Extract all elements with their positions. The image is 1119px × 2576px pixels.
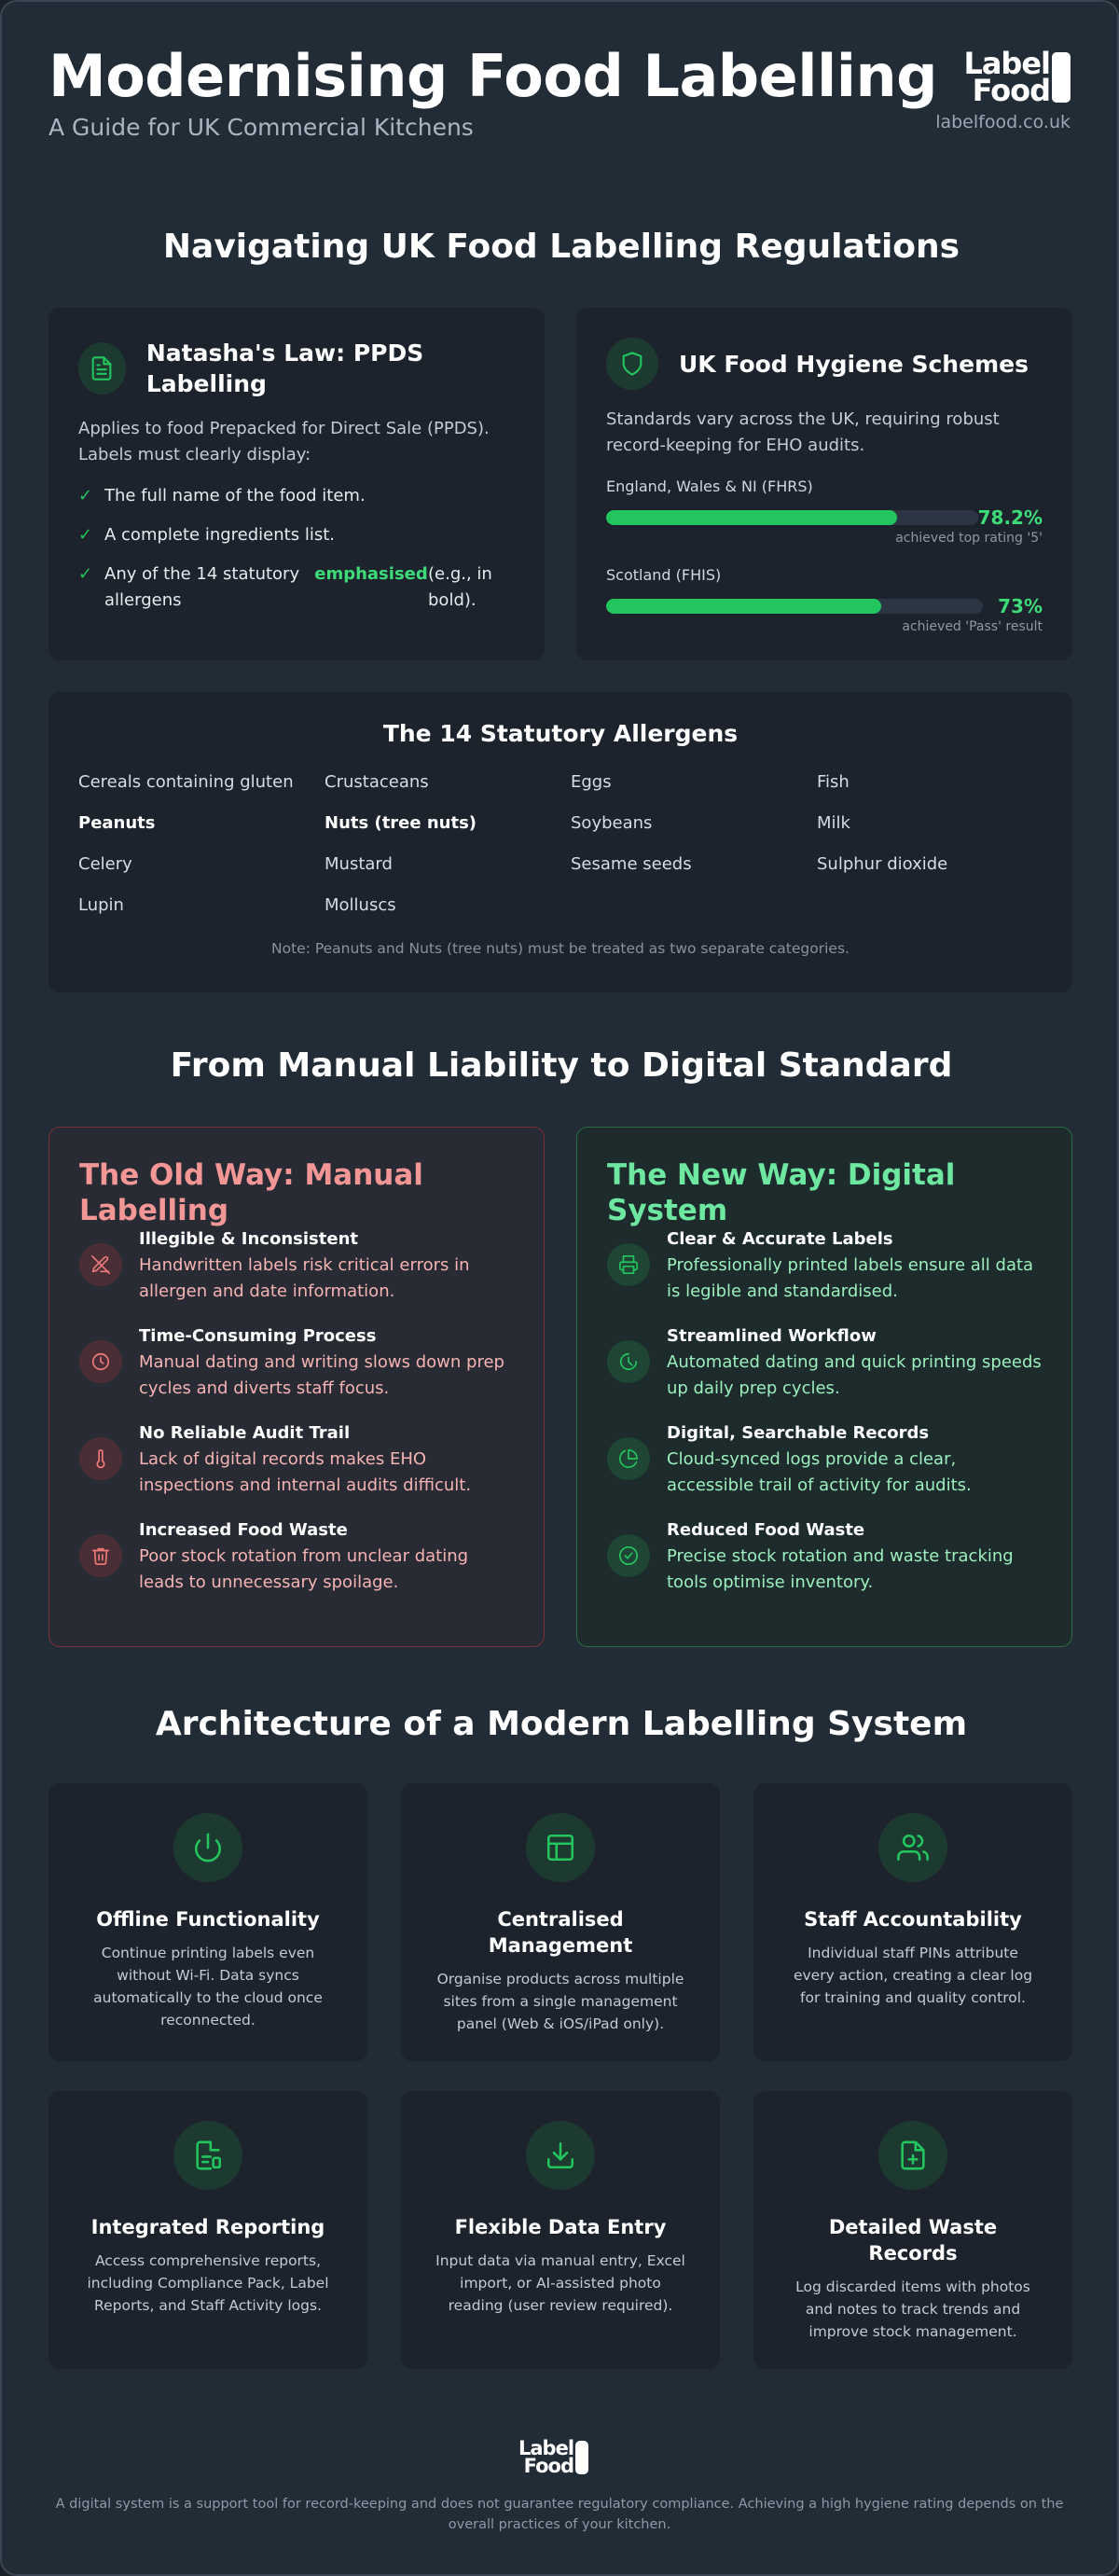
logo-mark xyxy=(1052,52,1071,103)
requirement-text: Any of the 14 statutory allergens xyxy=(104,564,300,610)
allergen-item: Milk xyxy=(817,813,850,833)
allergens-note: Note: Peanuts and Nuts (tree nuts) must be treated as two separate categories. xyxy=(271,940,850,957)
new-way-item-title: Reduced Food Waste xyxy=(667,1520,865,1540)
old-way-item xyxy=(79,1422,516,1499)
old-way-item xyxy=(79,1325,516,1402)
rating-bar xyxy=(606,599,983,614)
new-way-item-title: Streamlined Workflow xyxy=(667,1326,877,1346)
feature-card xyxy=(48,2091,367,2369)
allergen-item: Fish xyxy=(817,772,850,792)
new-way-card xyxy=(576,1127,1072,1647)
feature-desc: Log discarded items with photos and notes to track trends and improve stock management. xyxy=(795,2278,1030,2340)
feature-title: Centralised Management xyxy=(488,1908,633,1957)
footer-logo-text-food: Food xyxy=(523,2454,574,2477)
feature-desc: Individual staff PINs attribute every action, creating a clear log for training and quality control. xyxy=(793,1945,1033,2006)
old-way-item xyxy=(79,1228,516,1305)
old-way-item-title: Time-Consuming Process xyxy=(139,1326,377,1346)
rating-note: achieved top rating '5' xyxy=(895,531,1043,546)
old-way-item-title: No Reliable Audit Trail xyxy=(139,1423,351,1443)
check-icon: ✓ xyxy=(78,486,93,506)
labelfood-logo[interactable] xyxy=(963,46,1071,108)
allergen-item: Soybeans xyxy=(571,813,653,833)
old-way-item-desc: Manual dating and writing slows down prep cycles and diverts staff focus. xyxy=(139,1352,504,1398)
new-way-item-desc: Professionally printed labels ensure all data is legible and standardised. xyxy=(667,1255,1034,1301)
rating-stat xyxy=(606,566,1043,634)
footer-logo-mark xyxy=(575,2441,588,2474)
rating-bar-fill xyxy=(606,599,881,614)
clock-icon xyxy=(79,1340,122,1383)
feature-title: Detailed Waste Records xyxy=(828,2216,998,2264)
allergen-item: Eggs xyxy=(571,772,612,792)
rating-label: Scotland (FHIS) xyxy=(606,566,722,584)
requirement-text-end: (e.g., in bold). xyxy=(428,564,492,610)
check-icon: ✓ xyxy=(78,525,93,545)
feature-title: Flexible Data Entry xyxy=(454,2216,667,2238)
allergen-item: Cereals containing gluten xyxy=(78,772,294,792)
old-way-item xyxy=(79,1519,516,1596)
natashas-law-card xyxy=(48,308,545,660)
allergens-title: The 14 Statutory Allergens xyxy=(382,720,739,747)
report-icon xyxy=(173,2121,242,2190)
old-way-title: The Old Way: Manual Labelling xyxy=(79,1158,423,1227)
document-icon xyxy=(78,342,126,395)
feature-desc: Input data via manual entry, Excel import, or AI-assisted photo reading (user review required). xyxy=(435,2252,685,2314)
new-way-item-desc: Precise stock rotation and waste tracking tools optimise inventory. xyxy=(667,1546,1014,1592)
old-way-item-title: Increased Food Waste xyxy=(139,1520,348,1540)
allergen-item: Lupin xyxy=(78,895,124,915)
allergen-item: Sesame seeds xyxy=(571,854,692,874)
requirement-text: The full name of the food item. xyxy=(104,486,366,506)
disclaimer: A digital system is a support tool for record-keeping and does not guarantee regulatory compliance. Achieving a high hygiene rating depends on the overall practices of your kitchen. xyxy=(55,2497,1064,2532)
allergen-item: Molluscs xyxy=(325,895,396,915)
timer-icon xyxy=(607,1340,650,1383)
feature-card xyxy=(401,1783,720,2061)
allergen-grid xyxy=(78,772,1044,916)
feature-card xyxy=(401,2091,720,2369)
requirement-item xyxy=(78,561,515,614)
rating-percent: 73% xyxy=(998,595,1043,617)
printer-icon xyxy=(607,1243,650,1286)
hygiene-schemes-card xyxy=(576,308,1072,660)
download-icon xyxy=(526,2121,595,2190)
logo-text-food: Food xyxy=(972,72,1050,108)
layout-icon xyxy=(526,1813,595,1882)
requirement-emphasis: emphasised xyxy=(314,564,428,584)
allergen-item: Peanuts xyxy=(78,813,156,833)
page-subtitle: A Guide for UK Commercial Kitchens xyxy=(48,114,474,141)
allergen-item: Celery xyxy=(78,854,132,874)
new-way-item xyxy=(607,1325,1043,1402)
users-icon xyxy=(878,1813,947,1882)
old-way-item-title: Illegible & Inconsistent xyxy=(139,1229,358,1249)
hygiene-schemes-intro: Standards vary across the UK, requiring robust record-keeping for EHO audits. xyxy=(606,409,1000,455)
hygiene-schemes-title: UK Food Hygiene Schemes xyxy=(679,350,1029,378)
feature-card xyxy=(753,2091,1072,2369)
check-icon: ✓ xyxy=(78,564,93,584)
rating-bar xyxy=(606,510,978,525)
new-way-item xyxy=(607,1228,1043,1305)
requirement-item xyxy=(78,522,515,548)
footer-logo[interactable] xyxy=(518,2437,588,2477)
natashas-law-title: Natasha's Law: PPDS Labelling xyxy=(145,339,424,397)
file-plus-icon xyxy=(878,2121,947,2190)
feature-card xyxy=(753,1783,1072,2061)
shield-icon xyxy=(606,338,658,390)
pie-chart-icon xyxy=(607,1437,650,1480)
page-title: Modernising Food Labelling xyxy=(48,42,937,110)
requirement-item xyxy=(78,483,515,509)
new-way-item-title: Digital, Searchable Records xyxy=(667,1423,930,1443)
rating-note: achieved 'Pass' result xyxy=(902,619,1043,634)
rating-label: England, Wales & NI (FHRS) xyxy=(606,478,813,495)
feature-title: Integrated Reporting xyxy=(90,2216,325,2238)
rating-percent: 78.2% xyxy=(977,506,1043,529)
allergen-item: Mustard xyxy=(325,854,393,874)
feature-desc: Access comprehensive reports, including Compliance Pack, Label Reports, and Staff Activity logs. xyxy=(87,2252,329,2314)
pen-off-icon xyxy=(79,1243,122,1286)
old-way-item-desc: Handwritten labels risk critical errors in allergen and date information. xyxy=(139,1255,470,1301)
old-way-item-desc: Lack of digital records makes EHO inspections and internal audits difficult. xyxy=(139,1449,472,1495)
old-way-item-desc: Poor stock rotation from unclear dating leads to unnecessary spoilage. xyxy=(139,1546,469,1592)
new-way-item xyxy=(607,1422,1043,1499)
feature-card xyxy=(48,1783,367,2061)
old-way-card xyxy=(48,1127,545,1647)
check-circle-icon xyxy=(607,1534,650,1577)
header xyxy=(48,43,1071,145)
allergen-item: Crustaceans xyxy=(325,772,429,792)
natashas-law-intro: Applies to food Prepacked for Direct Sale (PPDS). Labels must clearly display: xyxy=(78,419,490,464)
allergens-card xyxy=(48,692,1072,992)
section-title-architecture: Architecture of a Modern Labelling System xyxy=(155,1705,968,1743)
section-title-comparison: From Manual Liability to Digital Standard xyxy=(170,1046,953,1085)
new-way-item xyxy=(607,1519,1043,1596)
feature-title: Staff Accountability xyxy=(804,1908,1022,1931)
requirement-text: A complete ingredients list. xyxy=(104,525,335,545)
feature-desc: Organise products across multiple sites from a single management panel (Web & iOS/iPad only). xyxy=(436,1971,684,2032)
new-way-item-desc: Cloud-synced logs provide a clear, accessible trail of activity for audits. xyxy=(667,1449,972,1495)
rating-bar-fill xyxy=(606,510,897,525)
new-way-title: The New Way: Digital System xyxy=(607,1158,956,1227)
allergen-item: Nuts (tree nuts) xyxy=(325,813,477,833)
feature-title: Offline Functionality xyxy=(96,1908,320,1931)
rating-stat xyxy=(606,478,1043,546)
logo-text-label: Label xyxy=(963,46,1050,81)
feature-desc: Continue printing labels even without Wi-Fi. Data syncs automatically to the cloud once reconnected. xyxy=(93,1945,323,2029)
thermometer-icon xyxy=(79,1437,122,1480)
brand-url[interactable]: labelfood.co.uk xyxy=(935,111,1071,132)
new-way-item-title: Clear & Accurate Labels xyxy=(667,1229,893,1249)
allergen-item: Sulphur dioxide xyxy=(817,854,948,874)
trash-icon xyxy=(79,1534,122,1577)
new-way-item-desc: Automated dating and quick printing speeds up daily prep cycles. xyxy=(667,1352,1042,1398)
footer-logo-text-label: Label xyxy=(518,2437,574,2459)
power-icon xyxy=(173,1813,242,1882)
brand xyxy=(935,46,1071,132)
section-title-regulations: Navigating UK Food Labelling Regulations xyxy=(162,228,960,266)
